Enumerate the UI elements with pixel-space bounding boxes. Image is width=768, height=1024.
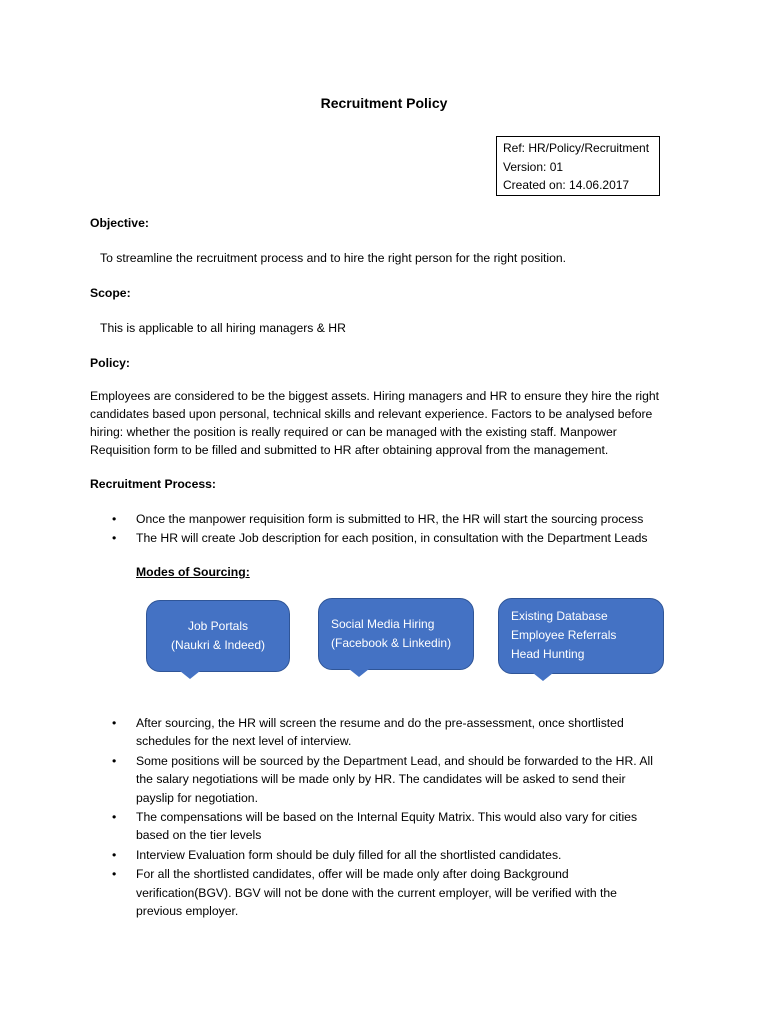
bullet-line: schedules for the next level of interview. <box>136 734 352 749</box>
bullet-glyph: • <box>112 810 117 825</box>
version-line: Version: 01 <box>503 159 564 174</box>
bullet-line: verification(BGV). BGV will not be done with the current employer, will be verified with the <box>136 885 617 900</box>
bullet-line: the salary negotiations will be made only by HR. The candidates will be asked to send their <box>136 772 626 787</box>
created-line: Created on: 14.06.2017 <box>503 178 630 192</box>
list-item <box>106 510 696 528</box>
bubble-line: Job Portals <box>187 619 249 633</box>
list-item <box>106 865 696 920</box>
policy-line: Employees are considered to be the biggest assets. Hiring managers and HR to ensure they hire the right <box>90 389 660 403</box>
bullet-glyph: • <box>112 847 117 862</box>
bubble-line: Social Media Hiring <box>331 617 435 631</box>
modes-of-sourcing-title: Modes of Sourcing: <box>136 565 250 579</box>
bubble-line: Employee Referrals <box>511 628 617 642</box>
bullet-line: based on the tier levels <box>136 828 262 843</box>
process-bullets-bottom <box>106 714 696 921</box>
bullet-glyph: • <box>112 867 117 882</box>
bullet-text: The HR will create Job description for each position, in consultation with the Department Leads <box>136 531 648 546</box>
bubble-line: Existing Database <box>511 609 608 623</box>
bubble-line: (Naukri & Indeed) <box>170 638 266 652</box>
bullet-line: After sourcing, the HR will screen the resume and do the pre-assessment, once shortlisted <box>136 716 624 730</box>
process-heading: Recruitment Process: <box>90 477 216 491</box>
bullet-line: For all the shortlisted candidates, offer will be made only after doing Background <box>136 867 569 882</box>
sourcing-bubble-social-media <box>318 598 474 670</box>
bubble-line: Head Hunting <box>511 647 585 661</box>
bullet-line: The compensations will be based on the Internal Equity Matrix. This would also vary for cities <box>136 810 638 825</box>
sourcing-bubble-database <box>498 598 664 674</box>
objective-heading: Objective: <box>90 216 149 230</box>
document-title: Recruitment Policy <box>320 95 448 111</box>
ref-line: Ref: HR/Policy/Recruitment <box>503 141 650 155</box>
reference-box <box>496 136 660 196</box>
bullet-line: Some positions will be sourced by the Department Lead, and should be forwarded to the HR. All <box>136 753 653 768</box>
bullet-line: Interview Evaluation form should be duly filled for all the shortlisted candidates. <box>136 847 562 862</box>
scope-text: This is applicable to all hiring managers & HR <box>100 321 346 335</box>
policy-line: candidates based upon personal, technical skills and relevant experience. Factors to be analysed before <box>90 407 653 421</box>
list-item <box>106 714 696 751</box>
bullet-line: previous employer. <box>136 904 239 919</box>
bullet-glyph: • <box>112 531 117 546</box>
policy-heading: Policy: <box>90 356 130 370</box>
policy-paragraph <box>90 387 690 459</box>
policy-line: Requisition form to be filled and submitted to HR after obtaining approval from the management. <box>90 443 609 457</box>
process-bullets-top <box>106 510 696 549</box>
list-item <box>106 846 696 864</box>
list-item <box>106 808 696 845</box>
callout-tail <box>533 673 553 681</box>
callout-tail <box>180 671 200 679</box>
list-item <box>106 752 696 807</box>
objective-text: To streamline the recruitment process and to hire the right person for the right position. <box>100 251 567 265</box>
scope-heading: Scope: <box>90 286 131 300</box>
sourcing-bubble-job-portals <box>146 600 290 672</box>
bubble-line: (Facebook & Linkedin) <box>331 636 452 650</box>
list-item <box>106 529 696 547</box>
policy-line: hiring: whether the position is really required or can be managed with the existing staff. Manpower <box>90 425 617 439</box>
bullet-glyph: • <box>112 753 117 768</box>
bullet-text: Once the manpower requisition form is submitted to HR, the HR will start the sourcing process <box>136 512 644 526</box>
bullet-glyph: • <box>112 716 117 730</box>
bullet-glyph: • <box>112 512 117 526</box>
callout-tail <box>349 669 369 677</box>
bullet-line: payslip for negotiation. <box>136 790 258 805</box>
